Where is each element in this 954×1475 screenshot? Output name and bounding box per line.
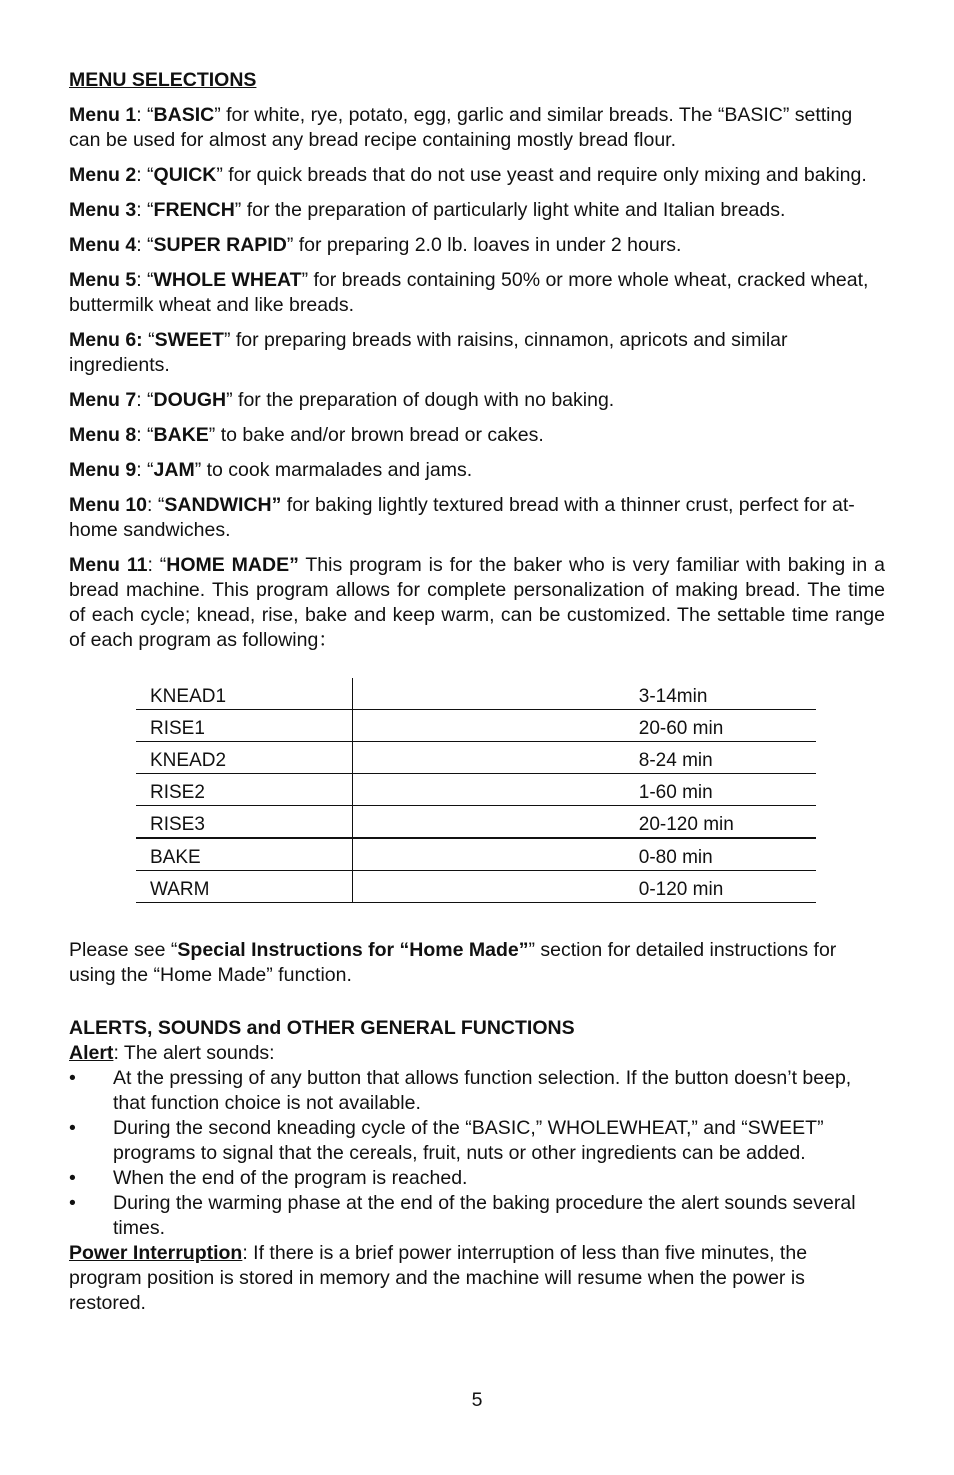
menu-sep: : “: [147, 494, 165, 516]
range-cell: 20-120 min: [639, 806, 816, 839]
step-cell: RISE3: [136, 806, 353, 839]
menu-text: This program is for the baker who is very familiar with baking in a bread machine. This program allows for complete personalization of making bread. The time of each cycle; knead, rise, bake and keep warm, can be customized. The settable time range of each program as following：: [69, 554, 885, 651]
menu-text: ” for preparing 2.0 lb. loaves in under 2 hours.: [286, 234, 682, 256]
list-item: • During the second kneading cycle of the “BASIC,” WHOLEWHEAT,” and “SWEET” programs to signal that the cereals, fruit, nuts or other ingredients can be added.: [69, 1117, 824, 1164]
menu-item-2: [69, 163, 885, 188]
menu-text: ” for white, rye, potato, egg, garlic and similar breads. The “BASIC” setting can be used for almost any bread recipe containing mostly bread flour.: [69, 104, 853, 151]
bullet-icon: •: [69, 1192, 76, 1214]
power-interruption: [69, 1241, 885, 1316]
menu-label: Menu 1: [69, 104, 137, 126]
menu-name: BAKE: [153, 424, 209, 446]
list-item: • At the pressing of any button that allows function selection. If the button doesn’t beep, that function choice is not available.: [69, 1067, 852, 1114]
range-cell: 1-60 min: [639, 774, 816, 806]
alert-label: Alert: [69, 1042, 114, 1064]
power-text: : If there is a brief power interruption of less than five minutes, the program position is stored in memory and the machine will resume when the power is restored.: [69, 1242, 808, 1314]
bullet-icon: •: [69, 1067, 76, 1089]
menu-label: Menu 9: [69, 459, 137, 481]
home-made-note: Please see “Special Instructions for “Home Made”” section for detailed instructions for using the “Home Made” function.: [69, 939, 837, 986]
table-row: [136, 774, 816, 806]
page-number: 5: [471, 1389, 483, 1411]
step-cell: RISE2: [136, 774, 353, 806]
menu-text: ” for the preparation of dough with no baking.: [226, 389, 615, 411]
manual-page: [69, 68, 885, 1316]
menu-name: SANDWICH”: [164, 494, 282, 516]
table-row: [136, 678, 816, 710]
menu-label: Menu 10: [69, 494, 148, 516]
menu-item-10: [69, 493, 885, 543]
menu-list: [69, 103, 885, 653]
menu-text: ” to bake and/or brown bread or cakes.: [208, 424, 544, 446]
menu-name: JAM: [153, 459, 195, 481]
menu-sep: : “: [136, 104, 154, 126]
menu-name: BASIC: [153, 104, 215, 126]
range-cell: 0-120 min: [639, 871, 816, 903]
menu-text: ” for preparing breads with raisins, cinnamon, apricots and similar ingredients.: [69, 329, 788, 376]
menu-item-11: [69, 553, 885, 653]
menu-name: QUICK: [153, 164, 217, 186]
menu-label: Menu 7: [69, 389, 137, 411]
menu-item-1: [69, 103, 885, 153]
step-cell: KNEAD2: [136, 742, 353, 774]
step-cell: KNEAD1: [136, 678, 353, 710]
menu-label: Menu 2: [69, 164, 137, 186]
menu-label: Menu 6:: [69, 329, 143, 351]
menu-sep: : “: [147, 554, 167, 576]
section-heading: MENU SELECTIONS: [69, 69, 257, 91]
menu-sep: “: [142, 329, 155, 351]
table-row: [136, 742, 816, 774]
alert-bullet-list: [69, 1066, 885, 1241]
menu-item-3: [69, 198, 885, 223]
menu-text: ” for breads containing 50% or more whole wheat, cracked wheat, buttermilk wheat and like breads.: [69, 269, 869, 316]
time-range-table: [136, 678, 816, 903]
menu-item-4: [69, 233, 885, 258]
menu-label: Menu 5: [69, 269, 137, 291]
menu-text: ” to cook marmalades and jams.: [194, 459, 473, 481]
menu-text: ” for the preparation of particularly light white and Italian breads.: [234, 199, 786, 221]
menu-name: FRENCH: [153, 199, 235, 221]
step-cell: WARM: [136, 871, 353, 903]
alerts-heading: ALERTS, SOUNDS and OTHER GENERAL FUNCTIONS: [69, 1017, 575, 1039]
menu-sep: : “: [136, 234, 154, 256]
menu-item-7: [69, 388, 885, 413]
alert-text: : The alert sounds:: [113, 1042, 275, 1064]
step-cell: BAKE: [136, 838, 353, 871]
list-item: • When the end of the program is reached.: [69, 1167, 468, 1189]
menu-text: for baking lightly textured bread with a thinner crust, perfect for at-home sandwiches.: [69, 494, 855, 541]
table-row: [136, 871, 816, 903]
menu-name: SUPER RAPID: [153, 234, 287, 256]
menu-name: DOUGH: [153, 389, 227, 411]
menu-sep: : “: [136, 424, 154, 446]
list-item: • During the warming phase at the end of the baking procedure the alert sounds several times.: [69, 1192, 856, 1239]
menu-text: ” for quick breads that do not use yeast and require only mixing and baking.: [216, 164, 867, 186]
note-bold: Special Instructions for “Home Made”: [177, 939, 529, 961]
range-cell: 20-60 min: [639, 710, 816, 742]
menu-name: WHOLE WHEAT: [153, 269, 302, 291]
power-label: Power Interruption: [69, 1242, 243, 1264]
alert-line: [69, 1041, 885, 1066]
menu-sep: : “: [136, 269, 154, 291]
table-row: [136, 806, 816, 839]
bullet-icon: •: [69, 1167, 76, 1189]
menu-item-8: [69, 423, 885, 448]
menu-sep: : “: [136, 164, 154, 186]
menu-sep: : “: [136, 459, 154, 481]
table-row: [136, 710, 816, 742]
menu-item-9: [69, 458, 885, 483]
step-cell: RISE1: [136, 710, 353, 742]
menu-item-5: [69, 268, 885, 318]
menu-sep: : “: [136, 199, 154, 221]
range-cell: 0-80 min: [639, 838, 816, 871]
menu-label: Menu 11: [69, 554, 148, 576]
menu-label: Menu 8: [69, 424, 137, 446]
menu-sep: : “: [136, 389, 154, 411]
menu-name: HOME MADE”: [166, 554, 299, 576]
bullet-icon: •: [69, 1117, 76, 1139]
range-cell: 3-14min: [639, 678, 816, 710]
menu-name: SWEET: [154, 329, 224, 351]
table-row: [136, 838, 816, 871]
range-cell: 8-24 min: [639, 742, 816, 774]
menu-label: Menu 4: [69, 234, 137, 256]
menu-label: Menu 3: [69, 199, 137, 221]
menu-item-6: [69, 328, 885, 378]
